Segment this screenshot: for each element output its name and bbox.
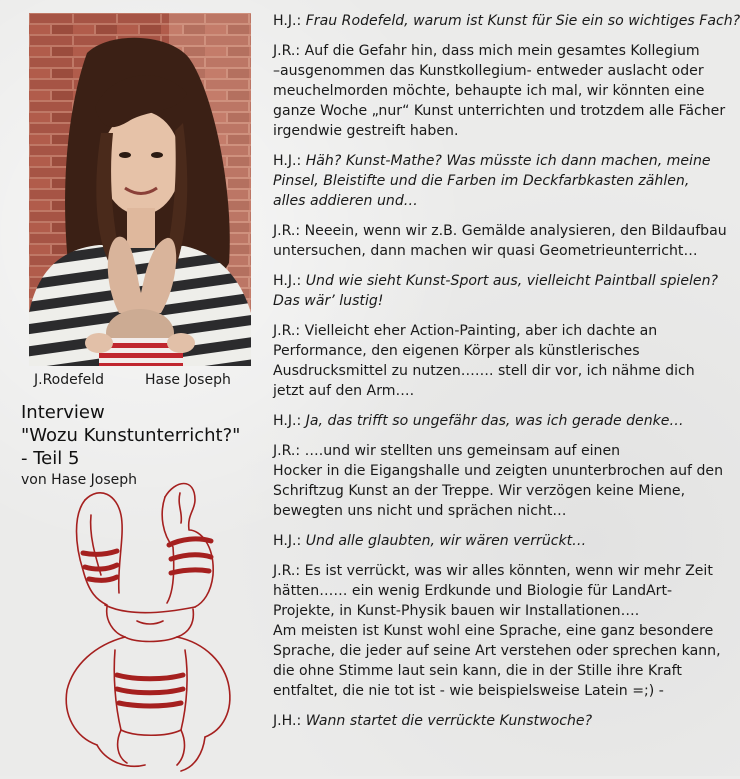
interview-line-text: Neeein, wenn wir z.B. Gemälde analysieren, den Bildaufbau: [300, 223, 727, 239]
interview-line-text: untersuchen, dann machen wir quasi Geometrieunterricht…: [273, 243, 698, 259]
interview-line: [273, 171, 739, 191]
interview-line-text: Auf die Gefahr hin, dass mich mein gesamtes Kollegium: [300, 43, 700, 59]
speaker-label: H.J.:: [273, 533, 302, 549]
interview-line-text: Ausdrucksmittel zu nutzen……. stell dir vor, ich nähme dich: [273, 363, 695, 379]
interview-answer: [273, 321, 739, 401]
interview-answer: [273, 441, 739, 521]
interview-line: [273, 81, 739, 101]
interview-line-text: Hocker in die Eigangshalle und zeigten ununterbrochen auf den: [273, 463, 724, 479]
speaker-label: H.J.:: [273, 413, 302, 429]
interview-question: [273, 411, 739, 431]
interview-question: [273, 11, 739, 31]
interview-line: [273, 481, 739, 501]
byline: von Hase Joseph: [21, 472, 137, 488]
title-line-2: "Wozu Kunstunterricht?": [21, 425, 241, 446]
interview-line: [273, 11, 739, 31]
interview-line: [273, 621, 739, 641]
interview-line-text: jetzt auf den Arm….: [273, 383, 415, 399]
interview-line-text: –ausgenommen das Kunstkollegium- entweder auslacht oder: [273, 63, 704, 79]
interview-answer: [273, 41, 739, 141]
interview-text: [273, 11, 739, 741]
speaker-label: J.R.:: [273, 443, 301, 459]
interview-line-text: alles addieren und…: [273, 193, 418, 209]
interview-line-text: Das wär’ lustig!: [273, 293, 384, 309]
interview-line-text: irgendwie gestreift haben.: [273, 123, 459, 139]
interview-question: [273, 531, 739, 551]
interview-line-text: Am meisten ist Kunst wohl eine Sprache, eine ganz besondere: [273, 623, 714, 639]
rabbit-sketch-icon: [55, 475, 245, 775]
interview-line: [273, 381, 739, 401]
interview-line-text: die ohne Stimme laut sein kann, die in der Stille ihre Kraft: [273, 663, 682, 679]
interview-line: [273, 461, 739, 481]
interview-line-text: hätten…… ein wenig Erdkunde und Biologie für LandArt-: [273, 583, 673, 599]
interview-line: [273, 221, 739, 241]
title-line-3: - Teil 5: [21, 448, 80, 469]
interview-line-text: Und alle glaubten, wir wären verrückt…: [301, 533, 587, 549]
interview-line: [273, 191, 739, 211]
interview-line: [273, 291, 739, 311]
interview-line: [273, 151, 739, 171]
interview-line-text: Sprache, die jeder auf seine Art verstehen oder sprechen kann,: [273, 643, 721, 659]
interview-line-text: Häh? Kunst-Mathe? Was müsste ich dann machen, meine: [301, 153, 711, 169]
interview-line: [273, 321, 739, 341]
speaker-label: J.R.:: [273, 323, 301, 339]
interview-line: [273, 561, 739, 581]
interview-line: [273, 661, 739, 681]
interview-line-text: Projekte, in Kunst-Physik bauen wir Installationen….: [273, 603, 640, 619]
interview-question: [273, 151, 739, 211]
interview-line-text: entfaltet, die nie tot ist - wie beispielsweise Latein =;) -: [273, 683, 664, 699]
interview-line-text: Ja, das trifft so ungefähr das, was ich gerade denke…: [301, 413, 684, 429]
photo-caption-left: J.Rodefeld: [34, 372, 105, 388]
portrait-photo: [29, 13, 251, 366]
interview-line-text: Pinsel, Bleistifte und die Farben im Deckfarbkasten zählen,: [273, 173, 690, 189]
interview-line: [273, 601, 739, 621]
interview-line-text: Performance, den eigenen Körper als künstlerisches: [273, 343, 640, 359]
interview-line-text: meuchelmorden möchte, behaupte ich mal, wir könnten eine: [273, 83, 705, 99]
interview-line: [273, 681, 739, 701]
interview-line-text: Und wie sieht Kunst-Sport aus, vielleicht Paintball spielen?: [301, 273, 719, 289]
interview-line-text: Frau Rodefeld, warum ist Kunst für Sie ein so wichtiges Fach?: [301, 13, 740, 29]
speaker-label: J.R.:: [273, 223, 301, 239]
interview-answer: [273, 221, 739, 261]
interview-line-text: bewegten uns nicht und sprächen nicht…: [273, 503, 567, 519]
interview-line: [273, 121, 739, 141]
interview-line-text: Schriftzug Kunst an der Treppe. Wir verzögen keine Miene,: [273, 483, 686, 499]
interview-line: [273, 41, 739, 61]
title-line-1: Interview: [21, 402, 105, 423]
speaker-label: H.J.:: [273, 273, 302, 289]
interview-question: [273, 711, 739, 731]
interview-line: [273, 411, 739, 431]
speaker-label: J.R.:: [273, 43, 301, 59]
speaker-label: J.R.:: [273, 563, 301, 579]
interview-line: [273, 101, 739, 121]
interview-line-text: ganze Woche „nur“ Kunst unterrichten und trotzdem alle Fächer: [273, 103, 726, 119]
interview-line: [273, 441, 739, 461]
interview-line-text: ….und wir stellten uns gemeinsam auf einen: [300, 443, 621, 459]
interview-line-text: Wann startet die verrückte Kunstwoche?: [301, 713, 593, 729]
interview-question: [273, 271, 739, 311]
interview-line: [273, 361, 739, 381]
interview-line: [273, 711, 739, 731]
speaker-label: H.J.:: [273, 153, 302, 169]
speaker-label: H.J.:: [273, 13, 302, 29]
interview-line-text: Vielleicht eher Action-Painting, aber ich dachte an: [300, 323, 658, 339]
interview-line: [273, 501, 739, 521]
interview-line: [273, 341, 739, 361]
interview-answer: [273, 561, 739, 701]
interview-line: [273, 531, 739, 551]
interview-line: [273, 641, 739, 661]
interview-line: [273, 61, 739, 81]
interview-line: [273, 581, 739, 601]
speaker-label: J.H.:: [273, 713, 302, 729]
interview-line-text: Es ist verrückt, was wir alles könnten, wenn wir mehr Zeit: [300, 563, 713, 579]
interview-line: [273, 271, 739, 291]
photo-caption-right: Hase Joseph: [145, 372, 231, 388]
interview-line: [273, 241, 739, 261]
